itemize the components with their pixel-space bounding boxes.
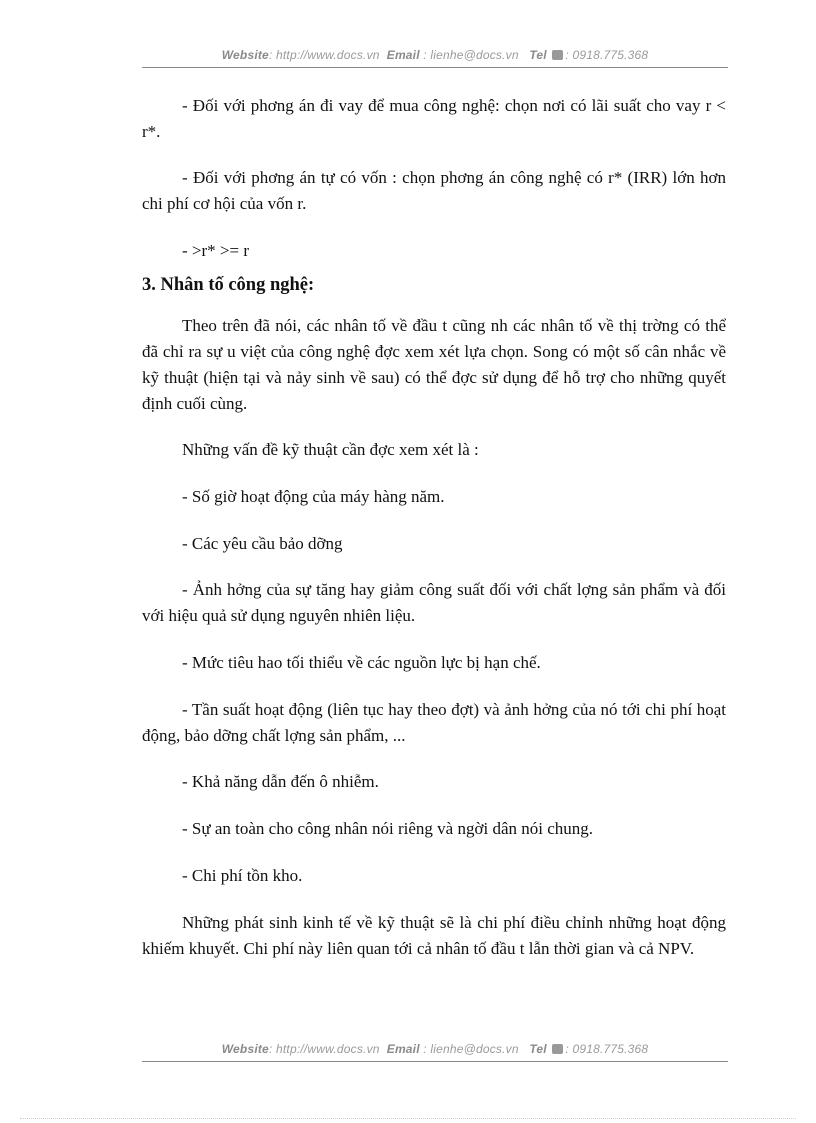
- paragraph-condition: - >r* >= r: [182, 241, 249, 260]
- paragraph-conclusion: Những phát sinh kinh tế về kỹ thuật sẽ là chi phí điều chỉnh những hoạt động khiếm khuyết. Chi phí này liên quan tới cả nhân tố đầu t lẫn thời gian và cả NPV.: [142, 913, 726, 958]
- list-item-pollution: - Khả năng dẫn đến ô nhiễm.: [182, 772, 379, 791]
- footer-tel-label: Tel: [529, 1042, 547, 1056]
- header-rule: [142, 67, 728, 68]
- paragraph-technical-issues: Những vấn đề kỹ thuật cần đợc xem xét là :: [182, 440, 479, 459]
- list-item-capacity-impact: - Ảnh hởng của sự tăng hay giảm công suất đối với chất lợng sản phẩm và đối với hiệu quả sử dụng nguyên nhiên liệu.: [142, 580, 726, 625]
- section-heading: 3. Nhân tố công nghệ:: [142, 275, 315, 295]
- list-item-operating-hours: - Số giờ hoạt động của máy hàng năm.: [182, 487, 445, 506]
- paragraph-loan-option: - Đối với phơng án đi vay để mua công nghệ: chọn nơi có lãi suất cho vay r < r*.: [142, 96, 726, 141]
- footer-email[interactable]: : lienhe@docs.vn: [423, 1042, 519, 1056]
- footer-email-label: Email: [386, 1042, 420, 1056]
- page-footer: [142, 1042, 728, 1056]
- list-item-maintenance: - Các yêu cầu bảo dỡng: [182, 534, 343, 553]
- footer-tel: : 0918.775.368: [565, 1042, 649, 1056]
- list-item-inventory-cost: - Chi phí tồn kho.: [182, 866, 303, 885]
- header-email[interactable]: : lienhe@docs.vn: [423, 48, 519, 62]
- list-item-safety: - Sự an toàn cho công nhân nói riêng và ngời dân nói chung.: [182, 819, 594, 838]
- header-website-label: Website: [221, 48, 269, 62]
- header-email-label: Email: [386, 48, 420, 62]
- phone-icon: [552, 50, 563, 60]
- page-header: [142, 48, 728, 62]
- paragraph-intro: Theo trên đã nói, các nhân tố về đầu t cũng nh các nhân tố về thị trờng có thể đã chỉ ra sự u việt của công nghệ đợc xem xét lựa chọn. Song có một số cân nhắc về kỹ thuật (hiện tại và nảy sinh về sau) có thể đợc sử dụng để hỗ trợ cho những quyết định cuối cùng.: [142, 316, 726, 413]
- header-tel: : 0918.775.368: [565, 48, 649, 62]
- header-tel-label: Tel: [529, 48, 547, 62]
- footer-website[interactable]: : http://www.docs.vn: [268, 1042, 380, 1056]
- page-edge-divider: [20, 1118, 796, 1119]
- paragraph-own-capital-option: - Đối với phơng án tự có vốn : chọn phơng án công nghệ có r* (IRR) lớn hơn chi phí cơ hội của vốn r.: [142, 168, 726, 213]
- list-item-resource-consumption: - Mức tiêu hao tối thiểu về các nguồn lực bị hạn chế.: [182, 653, 541, 672]
- phone-icon: [552, 1044, 563, 1054]
- list-item-operating-frequency: - Tần suất hoạt động (liên tục hay theo đợt) và ảnh hởng của nó tới chi phí hoạt động, bảo dỡng chất lợng sản phẩm, ...: [142, 700, 726, 745]
- footer-rule: [142, 1061, 728, 1062]
- footer-website-label: Website: [221, 1042, 269, 1056]
- header-website[interactable]: : http://www.docs.vn: [268, 48, 380, 62]
